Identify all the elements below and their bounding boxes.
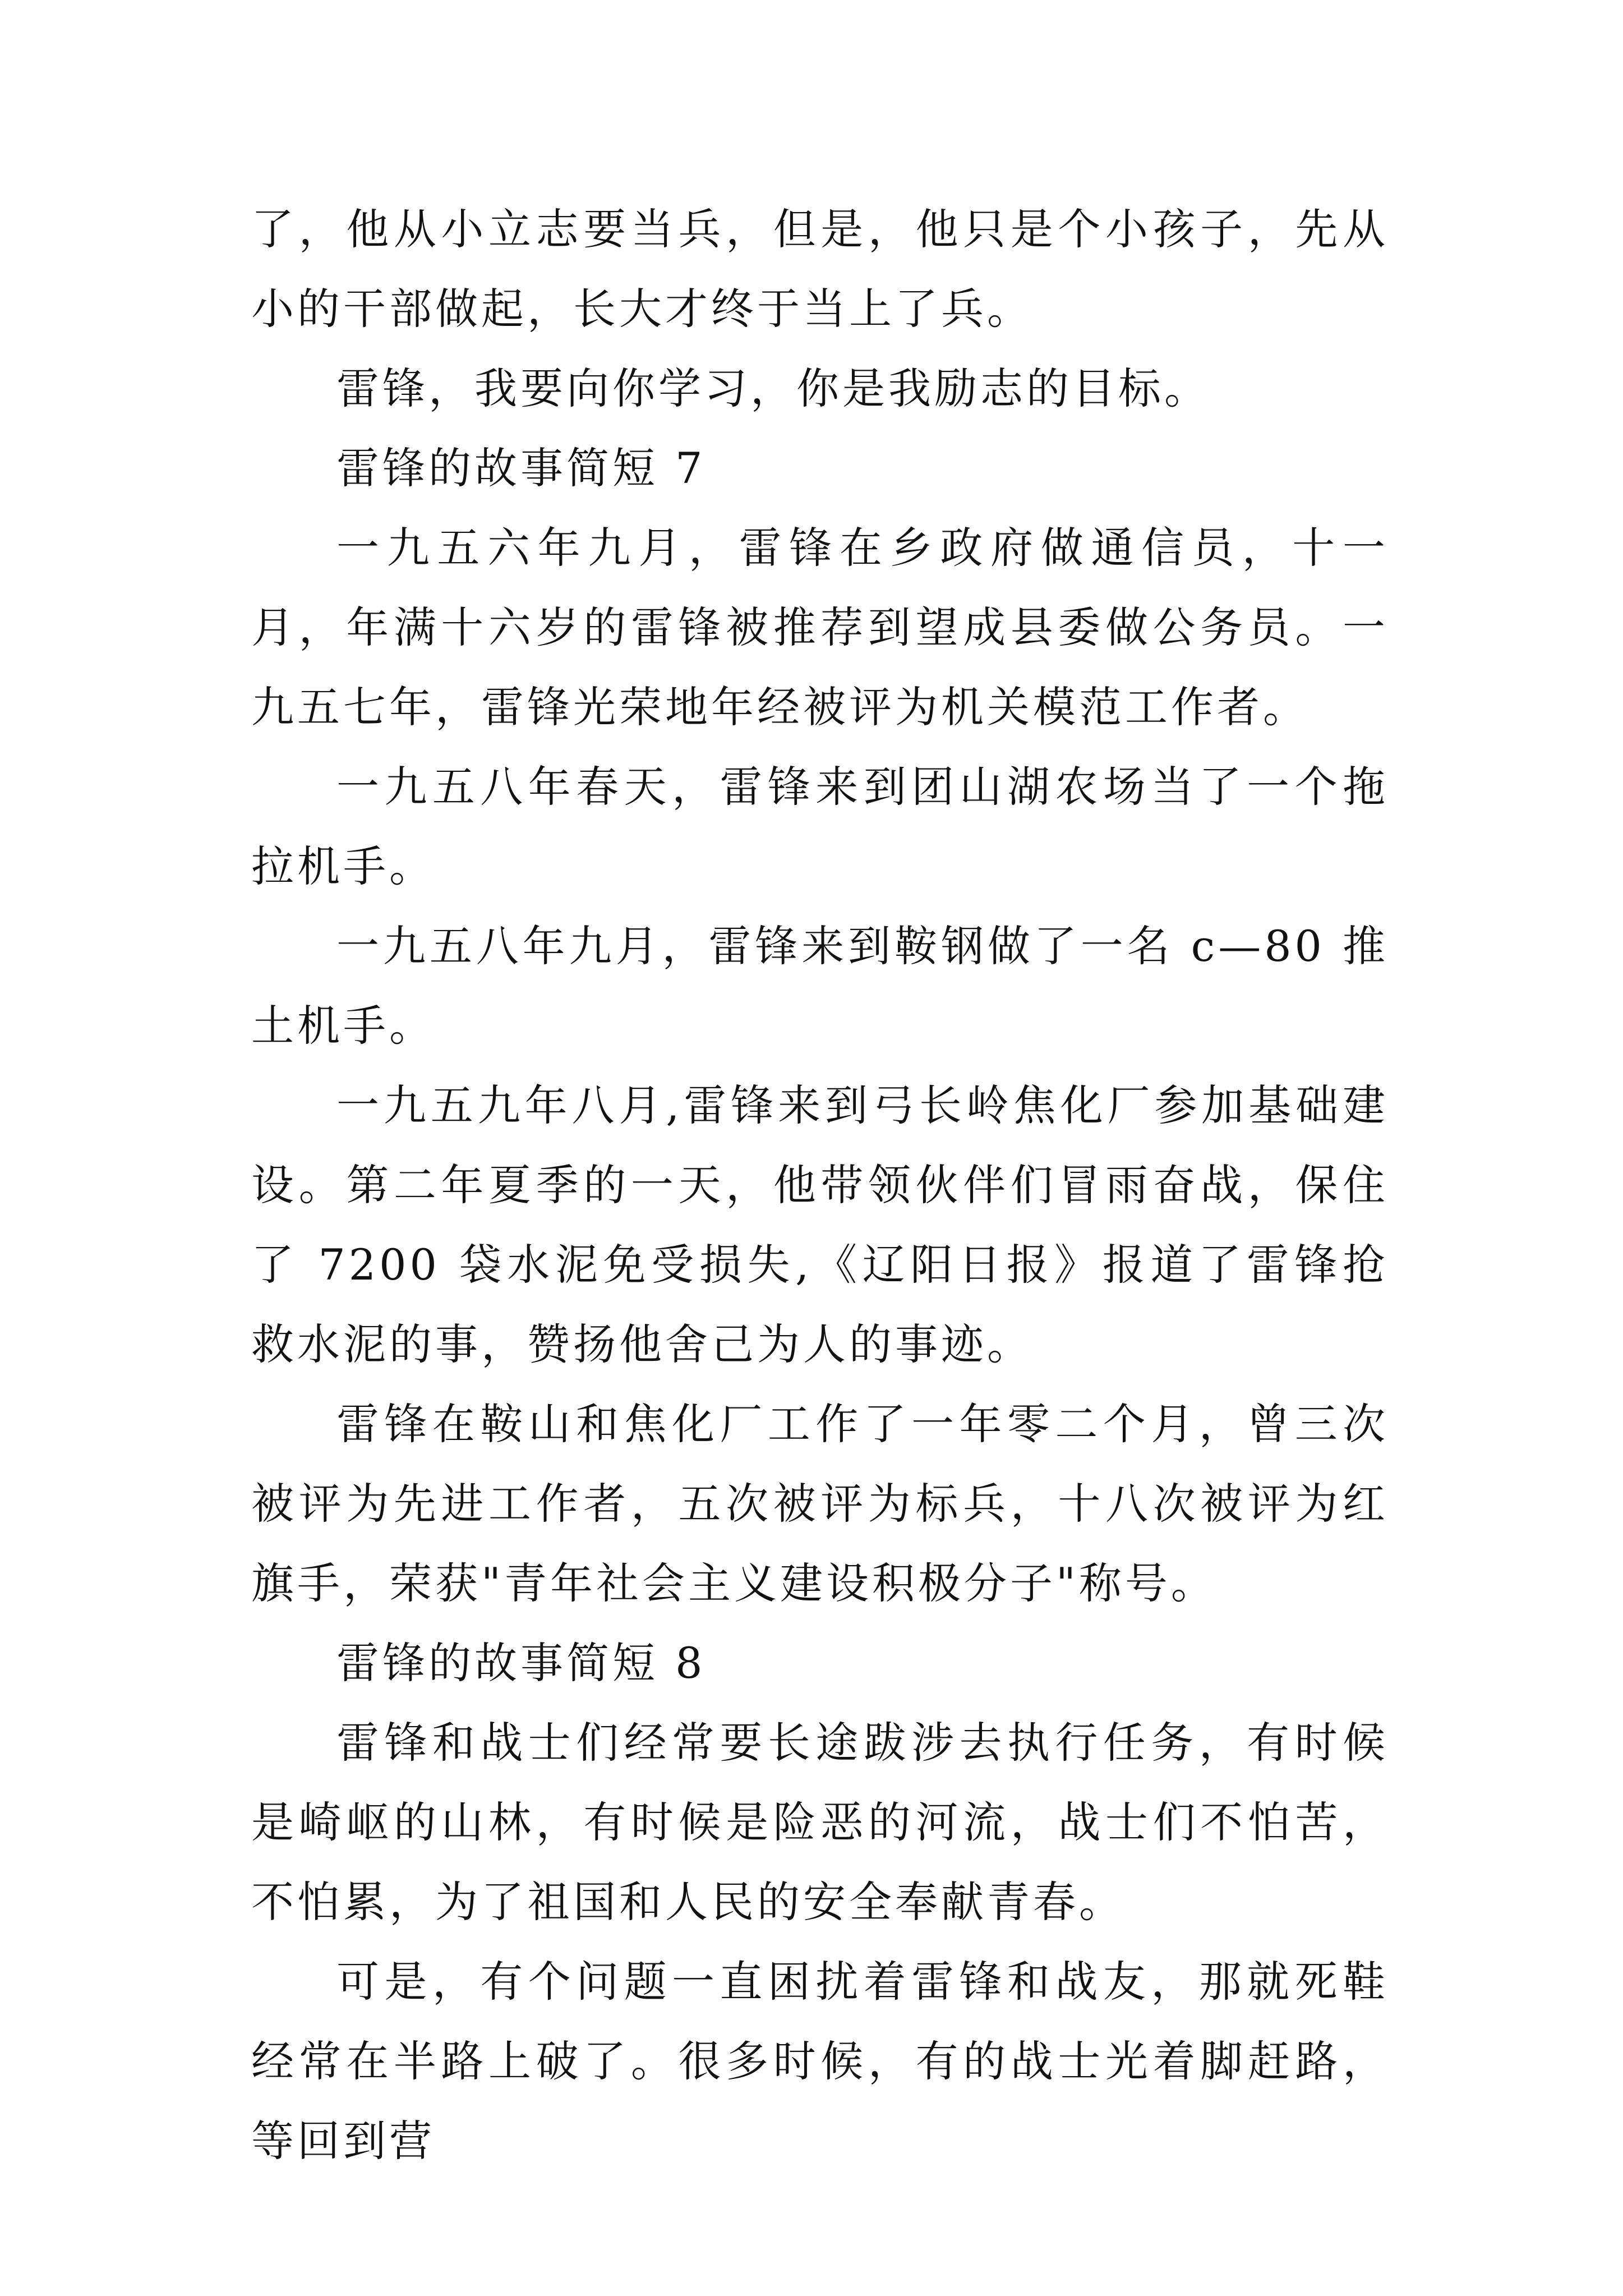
paragraph: 一九五九年八月,雷锋来到弓长岭焦化厂参加基础建设。第二年夏季的一天，他带领伙伴们冒雨奋战，保住了 7200 袋水泥免受损失,《辽阳日报》报道了雷锋抢救水泥的事，赞扬他舍己为人的事迹。 [251,1080,1389,1369]
paragraph: 一九五六年九月，雷锋在乡政府做通信员，十一月，年满十六岁的雷锋被推荐到望成县委做公务员。一九五七年，雷锋光荣地年经被评为机关模范工作者。 [251,523,1389,732]
section-heading: 雷锋的故事简短 8 [336,1638,706,1688]
paragraph: 一九五八年春天，雷锋来到团山湖农场当了一个拖拉机手。 [251,762,1389,891]
paragraph-continued: 了，他从小立志要当兵，但是，他只是个小孩子，先从小的干部做起，长大才终于当上了兵。 [251,204,1389,334]
paragraph: 雷锋，我要向你学习，你是我励志的目标。 [336,364,1210,413]
paragraph: 一九五八年九月，雷锋来到鞍钢做了一名 c—80 推土机手。 [251,921,1389,1051]
document-body [251,190,1389,2181]
paragraph: 雷锋和战士们经常要长途跋涉去执行任务，有时候是崎岖的山林，有时候是险恶的河流，战士们不怕苦，不怕累，为了祖国和人民的安全奉献青春。 [251,1718,1389,1927]
section-heading: 雷锋的故事简短 7 [336,443,706,493]
paragraph: 可是，有个问题一直困扰着雷锋和战友，那就死鞋经常在半路上破了。很多时候，有的战士光着脚赶路，等回到营 [251,1957,1389,2166]
paragraph: 雷锋在鞍山和焦化厂工作了一年零二个月，曾三次被评为先进工作者，五次被评为标兵，十八次被评为红旗手，荣获"青年社会主义建设积极分子"称号。 [251,1399,1389,1608]
